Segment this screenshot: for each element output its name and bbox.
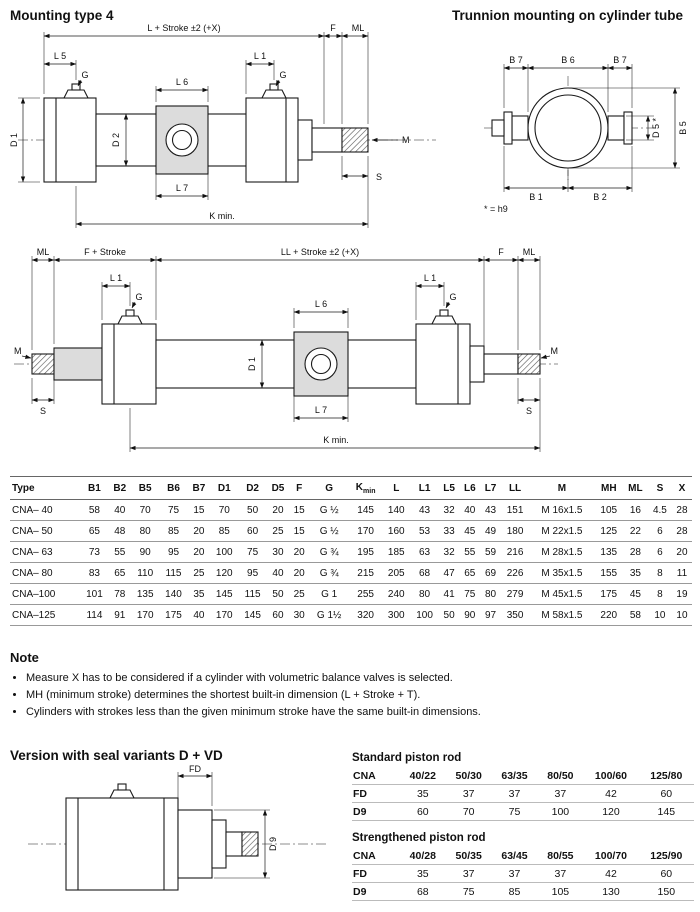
rod-value: 70 xyxy=(446,803,492,821)
rod-row-label: FD xyxy=(352,785,400,803)
dim-value: 65 xyxy=(459,563,480,584)
dim-value: 100 xyxy=(410,605,438,626)
trunnion-cross-section xyxy=(492,88,632,168)
dim-label-l1-left: L 1 xyxy=(109,273,123,283)
dim-value: 28 xyxy=(672,521,692,542)
rod-value: 37 xyxy=(492,785,538,803)
rod-value: 60 xyxy=(639,865,694,883)
dim-value: 105 xyxy=(595,500,623,521)
dim-value: 135 xyxy=(131,584,159,605)
cylinder-type: CNA–100 xyxy=(10,584,80,605)
dim-column-header: B1 xyxy=(80,477,108,500)
dim-value: 25 xyxy=(289,584,309,605)
rod-column-header: 63/45 xyxy=(492,847,538,865)
rod-row-label: FD xyxy=(352,865,400,883)
dim-column-header: Type xyxy=(10,477,80,500)
rod-column-header: 125/90 xyxy=(639,847,694,865)
dim-value: M 22x1.5 xyxy=(529,521,594,542)
dim-value: 48 xyxy=(109,521,131,542)
dim-value: 68 xyxy=(410,563,438,584)
dim-value: G 1 xyxy=(309,584,349,605)
dim-value: 15 xyxy=(188,500,210,521)
dim-value: 110 xyxy=(131,563,159,584)
dim-value: 80 xyxy=(131,521,159,542)
drawing-seal-variant xyxy=(8,764,343,908)
dim-value: 16 xyxy=(623,500,648,521)
rod-column-header: 125/80 xyxy=(639,767,694,785)
rod-value: 85 xyxy=(492,883,538,901)
dim-value: 101 xyxy=(80,584,108,605)
rod-value: 35 xyxy=(400,785,446,803)
dim-value: 40 xyxy=(188,605,210,626)
dim-value: 6 xyxy=(648,521,672,542)
rod-column-header: 40/22 xyxy=(400,767,446,785)
dim-value: 95 xyxy=(238,563,266,584)
dim-column-header: X xyxy=(672,477,692,500)
dim-table-row xyxy=(10,542,692,563)
dim-value: 43 xyxy=(480,500,501,521)
dim-value: 49 xyxy=(480,521,501,542)
dim-value: 40 xyxy=(109,500,131,521)
dim-value: 115 xyxy=(159,563,187,584)
rod-column-header: CNA xyxy=(352,847,400,865)
dim-value: 140 xyxy=(159,584,187,605)
dim-value: 70 xyxy=(210,500,238,521)
cylinder-type: CNA– 80 xyxy=(10,563,80,584)
dim-value: G ¾ xyxy=(309,542,349,563)
dim-column-header: B5 xyxy=(131,477,159,500)
dim-value: 33 xyxy=(439,521,460,542)
dim-value: G ½ xyxy=(309,521,349,542)
dim-label-m: M xyxy=(402,135,410,145)
rod-value: 75 xyxy=(446,883,492,901)
dim-value: 43 xyxy=(410,500,438,521)
dim-value: 20 xyxy=(188,542,210,563)
dim-value: 20 xyxy=(672,542,692,563)
dim-value: 215 xyxy=(349,563,382,584)
dim-label-l1-right: L 1 xyxy=(423,273,437,283)
dim-table-row xyxy=(10,521,692,542)
dim-value: 28 xyxy=(672,500,692,521)
dim-value: 300 xyxy=(382,605,410,626)
dim-value: 170 xyxy=(131,605,159,626)
rod-value: 35 xyxy=(400,865,446,883)
rod-value: 60 xyxy=(639,785,694,803)
cylinder-end xyxy=(66,784,258,890)
dim-label-s-right: S xyxy=(525,406,533,416)
dim-value: 58 xyxy=(623,605,648,626)
dim-value: 59 xyxy=(480,542,501,563)
dim-value: G ¾ xyxy=(309,563,349,584)
dim-label-kmin: K min. xyxy=(209,211,235,221)
dim-label-b1: B 1 xyxy=(529,192,543,202)
dim-value: 114 xyxy=(80,605,108,626)
dim-label-ll-stroke: LL + Stroke ±2 (+X) xyxy=(280,247,360,257)
rod-column-header: 80/50 xyxy=(537,767,583,785)
rod-value: 60 xyxy=(400,803,446,821)
dim-column-header: $K_{min}$ xyxy=(349,477,382,500)
rod-row-label: D9 xyxy=(352,803,400,821)
dim-value: 160 xyxy=(382,521,410,542)
dim-value: 45 xyxy=(459,521,480,542)
dim-table-row xyxy=(10,563,692,584)
rod-table-row xyxy=(352,785,694,803)
dim-value: 50 xyxy=(439,605,460,626)
dim-label-g-right: G xyxy=(449,292,457,302)
dim-value: 25 xyxy=(267,521,289,542)
rod-table-row xyxy=(352,883,694,901)
dimension-table-body xyxy=(10,500,692,626)
standard-rod-block xyxy=(352,752,694,821)
dim-column-header: B7 xyxy=(188,477,210,500)
dim-value: 175 xyxy=(595,584,623,605)
rod-table-header-row xyxy=(352,767,694,785)
rod-column-header: 50/30 xyxy=(446,767,492,785)
dim-column-header: MH xyxy=(595,477,623,500)
dim-label-d1: D 1 xyxy=(9,132,19,148)
dim-value: 120 xyxy=(210,563,238,584)
rod-column-header: 40/28 xyxy=(400,847,446,865)
dim-label-fd: FD xyxy=(189,764,201,774)
heading-trunnion: Trunnion mounting on cylinder tube xyxy=(452,8,683,23)
dim-value: 35 xyxy=(188,584,210,605)
dim-value: 8 xyxy=(648,584,672,605)
dim-label-l6: L 6 xyxy=(175,77,189,87)
dim-value: 75 xyxy=(459,584,480,605)
dim-label-g-right: G xyxy=(279,70,287,80)
dim-value: 63 xyxy=(410,542,438,563)
dim-value: 75 xyxy=(159,500,187,521)
dim-value: 22 xyxy=(623,521,648,542)
dim-value: 41 xyxy=(439,584,460,605)
note-list xyxy=(12,672,698,723)
dim-label-s-left: S xyxy=(39,406,47,416)
note-h9: * = h9 xyxy=(484,204,508,214)
dim-column-header: F xyxy=(289,477,309,500)
dim-value: 32 xyxy=(439,500,460,521)
dim-value: 85 xyxy=(159,521,187,542)
dim-value: 6 xyxy=(648,542,672,563)
dim-value: 80 xyxy=(410,584,438,605)
dim-value: 4.5 xyxy=(648,500,672,521)
dim-label-g-left: G xyxy=(81,70,89,80)
rod-value: 37 xyxy=(537,785,583,803)
dim-value: M 45x1.5 xyxy=(529,584,594,605)
dim-label-ml-right: ML xyxy=(522,247,536,257)
dim-label-kmin: K min. xyxy=(323,435,349,445)
dim-value: 90 xyxy=(131,542,159,563)
dim-label-l1: L 1 xyxy=(253,51,267,61)
dim-value: 155 xyxy=(595,563,623,584)
dim-value: 70 xyxy=(131,500,159,521)
dim-label-g-left: G xyxy=(135,292,143,302)
heading-mounting-type: Mounting type 4 xyxy=(10,8,114,23)
dim-value: 151 xyxy=(501,500,529,521)
rod-value: 130 xyxy=(583,883,638,901)
dim-value: 115 xyxy=(238,584,266,605)
dim-value: 58 xyxy=(80,500,108,521)
seal-variants-heading: Version with seal variants D + VD xyxy=(10,748,223,763)
dim-label-b5: B 5 xyxy=(678,121,688,135)
dim-label-l6: L 6 xyxy=(314,299,328,309)
dim-value: 195 xyxy=(349,542,382,563)
dim-column-header: L5 xyxy=(439,477,460,500)
rod-column-header: 50/35 xyxy=(446,847,492,865)
dim-value: 145 xyxy=(349,500,382,521)
cylinder-type: CNA– 40 xyxy=(10,500,80,521)
dim-value: 20 xyxy=(289,563,309,584)
drawing-trunnion-section xyxy=(450,40,695,230)
dim-table-row xyxy=(10,584,692,605)
dim-value: 170 xyxy=(349,521,382,542)
dim-value: 240 xyxy=(382,584,410,605)
header-subscript: min xyxy=(363,487,376,495)
dim-value: G ½ xyxy=(309,500,349,521)
dim-value: 279 xyxy=(501,584,529,605)
dim-value: 53 xyxy=(410,521,438,542)
rod-column-header: CNA xyxy=(352,767,400,785)
dim-label-m-right: M xyxy=(550,346,558,356)
dim-value: 75 xyxy=(238,542,266,563)
dim-value: 19 xyxy=(672,584,692,605)
rod-value: 68 xyxy=(400,883,446,901)
rod-column-header: 100/70 xyxy=(583,847,638,865)
dim-label-l7: L 7 xyxy=(175,183,189,193)
dim-label-b6: B 6 xyxy=(561,55,575,65)
dimension-table xyxy=(10,476,692,626)
dim-value: 90 xyxy=(459,605,480,626)
rod-column-header: 100/60 xyxy=(583,767,638,785)
strengthened-rod-title: Strengthened piston rod xyxy=(352,832,486,844)
dim-value: 65 xyxy=(109,563,131,584)
dim-value: 97 xyxy=(480,605,501,626)
piston-rod-tables xyxy=(352,752,694,912)
dim-value: 95 xyxy=(159,542,187,563)
dim-label-l5: L 5 xyxy=(53,51,67,61)
dim-value: 145 xyxy=(238,605,266,626)
dim-value: 69 xyxy=(480,563,501,584)
dim-value: 55 xyxy=(109,542,131,563)
dim-value: 145 xyxy=(210,584,238,605)
dim-value: 216 xyxy=(501,542,529,563)
rod-value: 145 xyxy=(639,803,694,821)
dim-value: 10 xyxy=(648,605,672,626)
dim-value: 40 xyxy=(267,563,289,584)
cylinder-type: CNA–125 xyxy=(10,605,80,626)
dim-value: 25 xyxy=(188,563,210,584)
drawing-double-rod xyxy=(6,242,566,464)
dim-value: 65 xyxy=(80,521,108,542)
dim-column-header: D2 xyxy=(238,477,266,500)
dim-label-ml-left: ML xyxy=(36,247,50,257)
dim-value: 30 xyxy=(267,542,289,563)
dim-value: 100 xyxy=(210,542,238,563)
strengthened-rod-table xyxy=(352,847,694,901)
dim-value: G 1½ xyxy=(309,605,349,626)
standard-rod-table xyxy=(352,767,694,821)
dim-column-header: L6 xyxy=(459,477,480,500)
dim-value: 45 xyxy=(623,584,648,605)
rod-value: 100 xyxy=(537,803,583,821)
dim-value: 15 xyxy=(289,521,309,542)
dim-label-d1: D 1 xyxy=(247,356,257,372)
dim-value: M 16x1.5 xyxy=(529,500,594,521)
dim-value: 78 xyxy=(109,584,131,605)
dim-value: M 35x1.5 xyxy=(529,563,594,584)
dim-column-header: L xyxy=(382,477,410,500)
rod-value: 105 xyxy=(537,883,583,901)
dim-value: 125 xyxy=(595,521,623,542)
dim-value: 205 xyxy=(382,563,410,584)
dim-value: 73 xyxy=(80,542,108,563)
dim-value: 80 xyxy=(480,584,501,605)
rod-value: 37 xyxy=(446,785,492,803)
rod-value: 42 xyxy=(583,785,638,803)
rod-value: 150 xyxy=(639,883,694,901)
dim-value: 20 xyxy=(188,521,210,542)
dim-value: 32 xyxy=(439,542,460,563)
dim-value: 185 xyxy=(382,542,410,563)
dim-value: 50 xyxy=(238,500,266,521)
rod-column-header: 63/35 xyxy=(492,767,538,785)
dim-value: 47 xyxy=(439,563,460,584)
dim-value: 40 xyxy=(459,500,480,521)
standard-rod-title: Standard piston rod xyxy=(352,752,462,764)
dim-value: 175 xyxy=(159,605,187,626)
dim-value: 28 xyxy=(623,542,648,563)
dim-label-b7-right: B 7 xyxy=(613,55,627,65)
note-heading: Note xyxy=(10,650,39,665)
rod-table-header-row xyxy=(352,847,694,865)
dim-label-f: F xyxy=(330,23,336,33)
dim-label-ml: ML xyxy=(351,23,365,33)
dimension-table-header-row xyxy=(10,477,692,500)
dim-value: 10 xyxy=(672,605,692,626)
dim-label-f-stroke: F + Stroke xyxy=(84,247,126,257)
rod-value: 37 xyxy=(492,865,538,883)
dim-value: 85 xyxy=(210,521,238,542)
dim-label-m-left: M xyxy=(14,346,22,356)
cylinder-body xyxy=(32,310,540,404)
rod-row-label: D9 xyxy=(352,883,400,901)
rod-table-row xyxy=(352,865,694,883)
drawing-mounting-type-4 xyxy=(6,20,444,238)
note-item: • MH (minimum stroke) determines the shortest built-in dimension (L + Stroke + T). xyxy=(26,689,698,701)
strengthened-rod-block xyxy=(352,832,694,901)
dim-value: 91 xyxy=(109,605,131,626)
dim-value: 30 xyxy=(289,605,309,626)
dim-value: 170 xyxy=(210,605,238,626)
dim-value: 350 xyxy=(501,605,529,626)
dim-value: 135 xyxy=(595,542,623,563)
dim-label-s: S xyxy=(376,172,383,182)
dim-value: 15 xyxy=(289,500,309,521)
dim-value: 20 xyxy=(289,542,309,563)
dim-value: M 28x1.5 xyxy=(529,542,594,563)
dim-value: 220 xyxy=(595,605,623,626)
dim-column-header: D1 xyxy=(210,477,238,500)
dim-value: 140 xyxy=(382,500,410,521)
dim-label-l-stroke: L + Stroke ±2 (+X) xyxy=(147,23,221,33)
dim-column-header: L7 xyxy=(480,477,501,500)
dim-column-header: LL xyxy=(501,477,529,500)
dim-label-d2: D 2 xyxy=(111,132,121,148)
dim-table-row xyxy=(10,605,692,626)
rod-value: 75 xyxy=(492,803,538,821)
dim-column-header: ML xyxy=(623,477,648,500)
dim-value: 60 xyxy=(267,605,289,626)
dim-value: 55 xyxy=(459,542,480,563)
dim-value: 20 xyxy=(267,500,289,521)
dim-table-row xyxy=(10,500,692,521)
dim-column-header: M xyxy=(529,477,594,500)
dim-value: 180 xyxy=(501,521,529,542)
dim-label-d9: D 9 xyxy=(268,836,278,852)
cylinder-type: CNA– 63 xyxy=(10,542,80,563)
dim-value: 255 xyxy=(349,584,382,605)
dim-value: 320 xyxy=(349,605,382,626)
rod-table-row xyxy=(352,803,694,821)
rod-value: 37 xyxy=(537,865,583,883)
dim-column-header: S xyxy=(648,477,672,500)
dim-column-header: G xyxy=(309,477,349,500)
rod-value: 37 xyxy=(446,865,492,883)
dim-column-header: B2 xyxy=(109,477,131,500)
dim-value: 60 xyxy=(238,521,266,542)
rod-value: 42 xyxy=(583,865,638,883)
dim-value: 50 xyxy=(267,584,289,605)
dim-label-d5: D 5 * xyxy=(651,117,661,139)
rod-column-header: 80/55 xyxy=(537,847,583,865)
dim-value: 8 xyxy=(648,563,672,584)
note-item: • Measure X has to be considered if a cylinder with volumetric balance valves is selected. xyxy=(26,672,698,684)
dim-column-header: L1 xyxy=(410,477,438,500)
note-item: • Cylinders with strokes less than the given minimum stroke have the same built-in dimensions. xyxy=(26,706,698,718)
dim-label-f-right: F xyxy=(498,247,504,257)
dim-column-header: D5 xyxy=(267,477,289,500)
dim-value: 11 xyxy=(672,563,692,584)
dim-value: M 58x1.5 xyxy=(529,605,594,626)
cylinder-type: CNA– 50 xyxy=(10,521,80,542)
cylinder-body xyxy=(44,84,368,182)
dim-label-b7-left: B 7 xyxy=(509,55,523,65)
dim-value: 226 xyxy=(501,563,529,584)
dim-label-l7: L 7 xyxy=(314,405,328,415)
dim-value: 83 xyxy=(80,563,108,584)
dim-value: 35 xyxy=(623,563,648,584)
dim-column-header: B6 xyxy=(159,477,187,500)
rod-value: 120 xyxy=(583,803,638,821)
dim-label-b2: B 2 xyxy=(593,192,607,202)
